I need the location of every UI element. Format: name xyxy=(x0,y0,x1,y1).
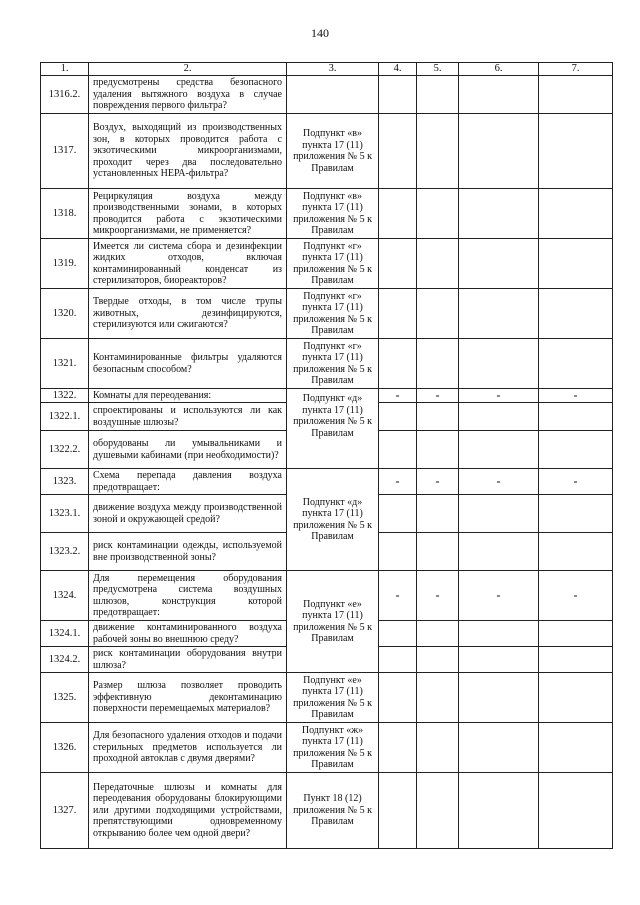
row-number: 1324.1. xyxy=(41,621,89,647)
row-question: Твердые отходы, в том числе трупы животных, дезинфицируются, стерилизуются или сжигаются? xyxy=(89,289,287,339)
answer-cell xyxy=(417,189,459,239)
answer-cell xyxy=(417,114,459,189)
answer-cell xyxy=(539,621,613,647)
row-question: оборудованы ли умывальниками и душевыми кабинами (при необходимости)? xyxy=(89,431,287,469)
col-header-2: 2. xyxy=(89,63,287,76)
answer-cell xyxy=(379,647,417,673)
dash-mark: - xyxy=(539,389,613,403)
row-number: 1323. xyxy=(41,469,89,495)
row-reference: Подпункт «ж» пункта 17 (11) приложения № 5 к Правилам xyxy=(287,723,379,773)
dash-mark: - xyxy=(539,469,613,495)
table-row xyxy=(41,469,613,495)
answer-cell xyxy=(379,495,417,533)
answer-cell xyxy=(539,723,613,773)
answer-cell xyxy=(379,114,417,189)
answer-cell xyxy=(459,495,539,533)
col-header-7: 7. xyxy=(539,63,613,76)
table-row xyxy=(41,389,613,403)
dash-mark: - xyxy=(379,469,417,495)
answer-cell xyxy=(539,533,613,571)
answer-cell xyxy=(539,189,613,239)
answer-cell xyxy=(379,773,417,849)
row-question: Имеется ли система сбора и дезинфекции жидких отходов, включая контаминированный конденсат из стерилизаторов, биореакторов? xyxy=(89,239,287,289)
row-reference: Подпункт «г» пункта 17 (11) приложения № 5 к Правилам xyxy=(287,339,379,389)
row-number: 1319. xyxy=(41,239,89,289)
answer-cell xyxy=(417,431,459,469)
row-reference: Подпункт «в» пункта 17 (11) приложения № 5 к Правилам xyxy=(287,189,379,239)
row-reference: Подпункт «д» пункта 17 (11) приложения № 5 к Правилам xyxy=(287,389,379,469)
row-number: 1322.2. xyxy=(41,431,89,469)
answer-cell xyxy=(417,621,459,647)
answer-cell xyxy=(539,647,613,673)
answer-cell xyxy=(417,673,459,723)
answer-cell xyxy=(539,773,613,849)
answer-cell xyxy=(539,114,613,189)
row-question: Рециркуляция воздуха между производственными зонами, в которых проводится работа с экзотическими микроорганизмами, не применяется? xyxy=(89,189,287,239)
col-header-4: 4. xyxy=(379,63,417,76)
row-question: движение воздуха между производственной зоной и окружающей средой? xyxy=(89,495,287,533)
answer-cell xyxy=(379,289,417,339)
answer-cell xyxy=(379,533,417,571)
row-question: риск контаминации оборудования внутри шлюза? xyxy=(89,647,287,673)
answer-cell xyxy=(539,76,613,114)
row-question: Комнаты для переодевания: xyxy=(89,389,287,403)
row-number: 1323.2. xyxy=(41,533,89,571)
answer-cell xyxy=(379,431,417,469)
answer-cell xyxy=(417,76,459,114)
row-question: Схема перепада давления воздуха предотвращает: xyxy=(89,469,287,495)
row-reference: Подпункт «е» пункта 17 (11) приложения № 5 к Правилам xyxy=(287,673,379,723)
row-question: предусмотрены средства безопасного удаления вытяжного воздуха в случае повреждения первого фильтра? xyxy=(89,76,287,114)
row-number: 1322.1. xyxy=(41,403,89,431)
row-question: Воздух, выходящий из производственных зон, в которых проводится работа с экзотическими микроорганизмами, проходит через два последовательно установленных НЕРА-фильтра? xyxy=(89,114,287,189)
checklist-table xyxy=(40,62,613,849)
dash-mark: - xyxy=(417,571,459,621)
answer-cell xyxy=(459,773,539,849)
answer-cell xyxy=(379,723,417,773)
row-question: риск контаминации одежды, используемой вне производственной зоны? xyxy=(89,533,287,571)
col-header-3: 3. xyxy=(287,63,379,76)
answer-cell xyxy=(539,495,613,533)
answer-cell xyxy=(379,403,417,431)
row-reference: Подпункт «в» пункта 17 (11) приложения № 5 к Правилам xyxy=(287,114,379,189)
dash-mark: - xyxy=(459,469,539,495)
dash-mark: - xyxy=(379,571,417,621)
answer-cell xyxy=(379,239,417,289)
row-reference xyxy=(287,76,379,114)
table-row xyxy=(41,189,613,239)
row-number: 1317. xyxy=(41,114,89,189)
col-header-5: 5. xyxy=(417,63,459,76)
answer-cell xyxy=(459,403,539,431)
row-question: Для безопасного удаления отходов и подачи стерильных предметов используется ли проходной автоклав с двумя дверями? xyxy=(89,723,287,773)
answer-cell xyxy=(539,403,613,431)
row-number: 1321. xyxy=(41,339,89,389)
answer-cell xyxy=(417,239,459,289)
dash-mark: - xyxy=(379,389,417,403)
table-row xyxy=(41,239,613,289)
answer-cell xyxy=(459,533,539,571)
answer-cell xyxy=(417,647,459,673)
answer-cell xyxy=(459,621,539,647)
row-reference: Подпункт «е» пункта 17 (11) приложения № 5 к Правилам xyxy=(287,571,379,673)
answer-cell xyxy=(459,673,539,723)
row-number: 1324.2. xyxy=(41,647,89,673)
answer-cell xyxy=(459,723,539,773)
answer-cell xyxy=(459,431,539,469)
answer-cell xyxy=(539,431,613,469)
row-number: 1320. xyxy=(41,289,89,339)
answer-cell xyxy=(539,673,613,723)
dash-mark: - xyxy=(459,571,539,621)
answer-cell xyxy=(459,189,539,239)
answer-cell xyxy=(379,673,417,723)
row-number: 1324. xyxy=(41,571,89,621)
row-question: Размер шлюза позволяет проводить эффективную деконтаминацию поверхности перемещаемых материалов? xyxy=(89,673,287,723)
page-number: 140 xyxy=(311,26,329,40)
dash-mark: - xyxy=(417,389,459,403)
table-row xyxy=(41,571,613,621)
row-number: 1326. xyxy=(41,723,89,773)
row-number: 1327. xyxy=(41,773,89,849)
row-number: 1323.1. xyxy=(41,495,89,533)
answer-cell xyxy=(539,289,613,339)
row-question: спроектированы и используются ли как воздушные шлюзы? xyxy=(89,403,287,431)
row-reference: Подпункт «г» пункта 17 (11) приложения № 5 к Правилам xyxy=(287,239,379,289)
row-question: Для перемещения оборудования предусмотрена система воздушных шлюзов, конструкция которой предотвращает: xyxy=(89,571,287,621)
row-question: Передаточные шлюзы и комнаты для переодевания оборудованы блокирующими или другими подходящими устройствами, препятствующими одновременному открыванию более чем одной двери? xyxy=(89,773,287,849)
answer-cell xyxy=(417,495,459,533)
answer-cell xyxy=(539,239,613,289)
answer-cell xyxy=(379,339,417,389)
answer-cell xyxy=(459,76,539,114)
table-row xyxy=(41,114,613,189)
table-row xyxy=(41,76,613,114)
row-reference: Подпункт «г» пункта 17 (11) приложения № 5 к Правилам xyxy=(287,289,379,339)
answer-cell xyxy=(417,723,459,773)
answer-cell xyxy=(417,403,459,431)
row-question: Контаминированные фильтры удаляются безопасным способом? xyxy=(89,339,287,389)
answer-cell xyxy=(417,533,459,571)
table-row xyxy=(41,339,613,389)
dash-mark: - xyxy=(417,469,459,495)
table-row xyxy=(41,723,613,773)
table-row xyxy=(41,773,613,849)
table-row xyxy=(41,673,613,723)
answer-cell xyxy=(459,239,539,289)
answer-cell xyxy=(417,289,459,339)
row-question: движение контаминированного воздуха рабочей зоны во внешнюю среду? xyxy=(89,621,287,647)
row-reference: Пункт 18 (12) приложения № 5 к Правилам xyxy=(287,773,379,849)
row-reference: Подпункт «д» пункта 17 (11) приложения № 5 к Правилам xyxy=(287,469,379,571)
answer-cell xyxy=(459,339,539,389)
header-row xyxy=(41,63,613,76)
answer-cell xyxy=(417,773,459,849)
answer-cell xyxy=(379,189,417,239)
answer-cell xyxy=(417,339,459,389)
answer-cell xyxy=(379,76,417,114)
answer-cell xyxy=(539,339,613,389)
row-number: 1325. xyxy=(41,673,89,723)
answer-cell xyxy=(459,114,539,189)
answer-cell xyxy=(379,621,417,647)
dash-mark: - xyxy=(459,389,539,403)
row-number: 1322. xyxy=(41,389,89,403)
answer-cell xyxy=(459,647,539,673)
row-number: 1318. xyxy=(41,189,89,239)
col-header-1: 1. xyxy=(41,63,89,76)
col-header-6: 6. xyxy=(459,63,539,76)
answer-cell xyxy=(459,289,539,339)
dash-mark: - xyxy=(539,571,613,621)
table-row xyxy=(41,289,613,339)
row-number: 1316.2. xyxy=(41,76,89,114)
